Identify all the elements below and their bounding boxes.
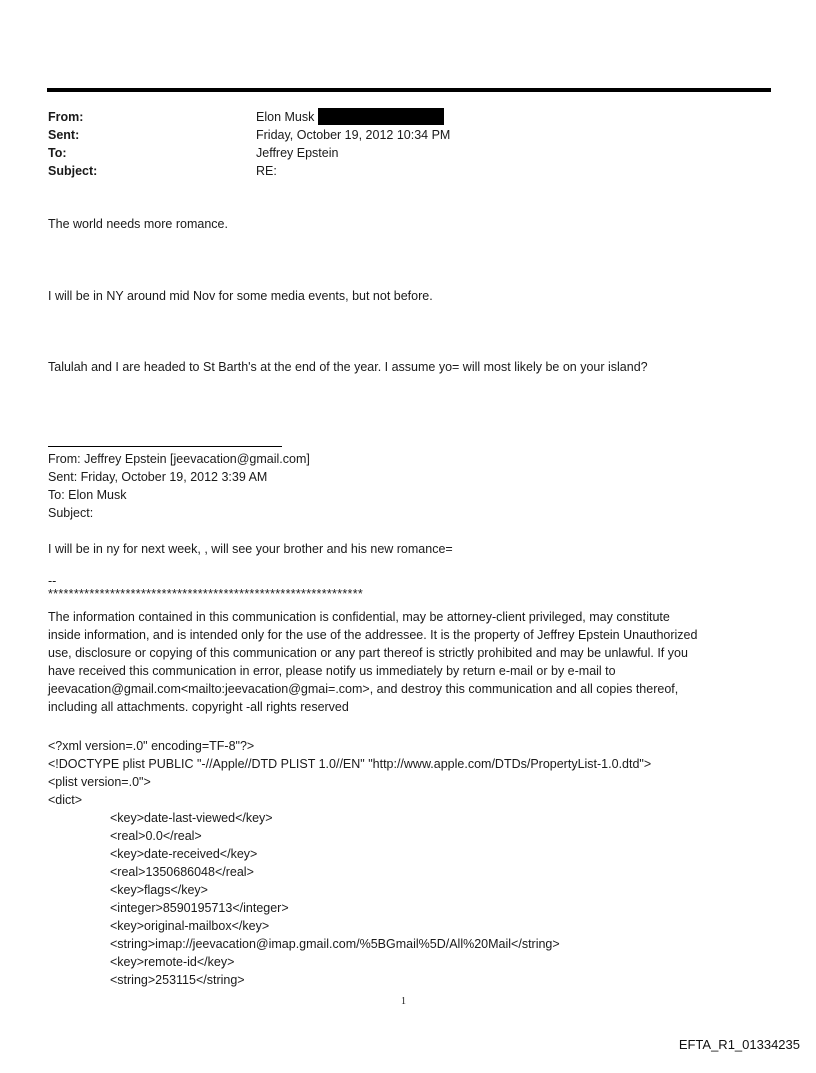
signature-dashes: -- bbox=[48, 574, 57, 588]
from-label: From: bbox=[48, 110, 84, 124]
disclaimer-line: use, disclosure or copying of this communication or any part thereof is strictly prohibited and may be unlawful. If you bbox=[48, 646, 688, 660]
sent-row bbox=[48, 126, 748, 144]
subject-label: Subject: bbox=[48, 164, 98, 178]
disclaimer-line: The information contained in this communication is confidential, may be attorney-client privileged, may constitute bbox=[48, 610, 670, 624]
to-value: Jeffrey Epstein bbox=[256, 146, 339, 160]
xml-key: <key>date-received</key> bbox=[110, 847, 258, 861]
forwarded-header bbox=[48, 450, 453, 558]
disclaimer-line: inside information, and is intended only for the use of the addressee. It is the property of Jeffrey Epstein Unauthorized bbox=[48, 628, 698, 642]
confidentiality-disclaimer bbox=[48, 608, 768, 716]
body-paragraph-3: Talulah and I are headed to St Barth's at the end of the year. I assume yo= will most likely be on your island? bbox=[48, 360, 648, 374]
forwarded-from: From: Jeffrey Epstein [jeevacation@gmail.com] bbox=[48, 452, 310, 466]
xml-value: <string>253115</string> bbox=[110, 973, 245, 987]
xml-value: <integer>8590195713</integer> bbox=[110, 901, 289, 915]
xml-key: <key>original-mailbox</key> bbox=[110, 919, 270, 933]
plist-xml bbox=[48, 737, 651, 989]
page-number: 1 bbox=[401, 996, 406, 1007]
body-paragraph-2: I will be in NY around mid Nov for some media events, but not before. bbox=[48, 289, 433, 303]
xml-value: <string>imap://jeevacation@imap.gmail.com/%5BGmail%5D/All%20Mail</string> bbox=[110, 937, 560, 951]
from-row bbox=[48, 108, 748, 126]
forwarded-message: I will be in ny for next week, , will see your brother and his new romance= bbox=[48, 542, 453, 556]
xml-key: <key>remote-id</key> bbox=[110, 955, 235, 969]
email-header bbox=[48, 108, 748, 180]
disclaimer-line: including all attachments. copyright -all rights reserved bbox=[48, 700, 349, 714]
sent-label: Sent: bbox=[48, 128, 80, 142]
subject-row bbox=[48, 162, 748, 180]
xml-doctype: <!DOCTYPE plist PUBLIC "-//Apple//DTD PLIST 1.0//EN" "http://www.apple.com/DTDs/PropertyList-1.0.dtd"> bbox=[48, 757, 652, 771]
redaction-box bbox=[318, 108, 444, 125]
subject-value: RE: bbox=[256, 164, 277, 178]
xml-value: <real>1350686048</real> bbox=[110, 865, 254, 879]
body-paragraph-1: The world needs more romance. bbox=[48, 217, 228, 231]
signature-stars: ************************************************************* bbox=[48, 587, 364, 601]
top-rule bbox=[47, 88, 771, 92]
bates-number: EFTA_R1_01334235 bbox=[678, 1037, 800, 1052]
xml-key: <key>flags</key> bbox=[110, 883, 208, 897]
disclaimer-line: have received this communication in error, please notify us immediately by return e-mail or by e-mail to bbox=[48, 664, 616, 678]
forwarded-subject: Subject: bbox=[48, 506, 94, 520]
xml-dict-open: <dict> bbox=[48, 793, 83, 807]
xml-plist-open: <plist version=.0"> bbox=[48, 775, 151, 789]
disclaimer-line: jeevacation@gmail.com<mailto:jeevacation@gmai=.com>, and destroy this communication and all copies thereof, bbox=[48, 682, 679, 696]
forwarded-sent: Sent: Friday, October 19, 2012 3:39 AM bbox=[48, 470, 268, 484]
xml-declaration: <?xml version=.0" encoding=TF-8"?> bbox=[48, 739, 255, 753]
xml-value: <real>0.0</real> bbox=[110, 829, 202, 843]
to-row bbox=[48, 144, 748, 162]
from-value bbox=[256, 108, 444, 126]
from-name: Elon Musk bbox=[256, 110, 315, 124]
forwarded-to: To: Elon Musk bbox=[48, 488, 127, 502]
to-label: To: bbox=[48, 146, 67, 160]
forward-separator bbox=[48, 446, 282, 447]
xml-key: <key>date-last-viewed</key> bbox=[110, 811, 273, 825]
sent-value: Friday, October 19, 2012 10:34 PM bbox=[256, 128, 451, 142]
